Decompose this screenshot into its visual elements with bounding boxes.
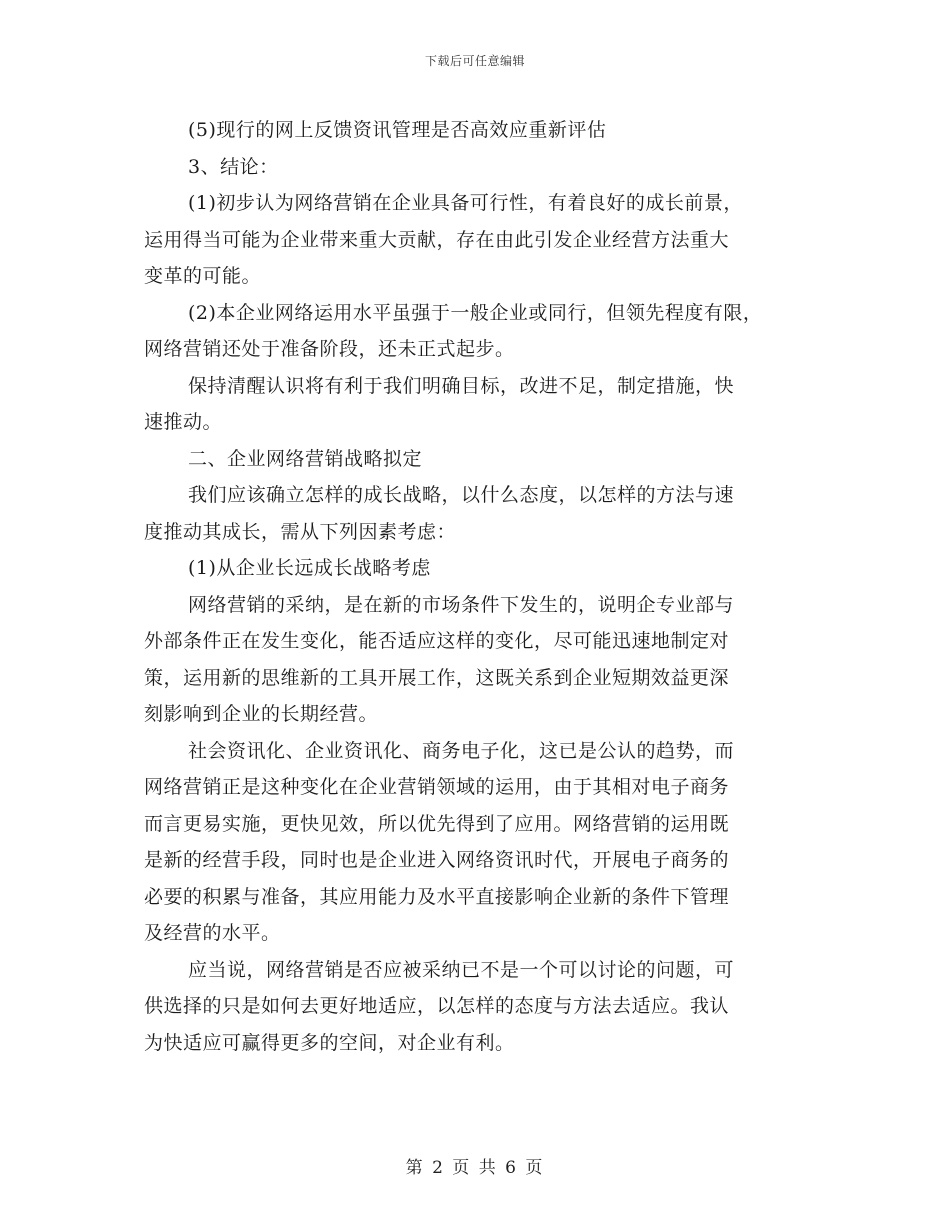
paragraph-line: 网络营销的采纳，是在新的市场条件下发生的，说明企专业部与: [188, 593, 735, 616]
page-header: 下载后可任意编辑: [424, 54, 525, 68]
paragraph-line: 而言更易实施，更快见效，所以优先得到了应用。网络营销的运用既: [144, 812, 730, 835]
paragraph-line: 我们应该确立怎样的成长战略，以什么态度，以怎样的方法与速: [188, 484, 735, 506]
paragraph-line: 必要的积累与准备，其应用能力及水平直接影响企业新的条件下管理: [144, 885, 730, 908]
paragraph-line: 运用得当可能为企业带来重大贡献，存在由此引发企业经营方法重大: [144, 228, 730, 251]
paragraph-line: 外部条件正在发生变化，能否适应这样的变化，尽可能迅速地制定对: [144, 630, 730, 652]
page-number-footer: 第 2 页 共 6 页: [405, 1158, 545, 1178]
subsection-heading: (1)从企业长远成长战略考虑: [188, 557, 431, 579]
paragraph-line: 供选择的只是如何去更好地适应，以怎样的态度与方法去适应。我认: [144, 995, 730, 1017]
paragraph-line: 保持清醒认识将有利于我们明确目标，改进不足，制定措施，快: [188, 374, 735, 397]
paragraph-line: 网络营销还处于准备阶段，还未正式起步。: [144, 338, 515, 360]
paragraph-line: 变革的可能。: [144, 265, 262, 287]
paragraph-line: 应当说，网络营销是否应被采纳已不是一个可以讨论的问题，可: [188, 958, 735, 981]
paragraph-line: (5)现行的网上反馈资讯管理是否高效应重新评估: [188, 119, 607, 141]
paragraph-line: (1)初步认为网络营销在企业具备可行性，有着良好的成长前景，: [188, 192, 743, 214]
paragraph-line: 刻影响到企业的长期经营。: [144, 703, 379, 725]
paragraph-line: 度推动其成长，需从下列因素考虑：: [144, 520, 457, 543]
paragraph-line: 为快适应可赢得更多的空间，对企业有利。: [144, 1031, 515, 1054]
paragraph-line: 社会资讯化、企业资讯化、商务电子化，这已是公认的趋势，而: [188, 739, 735, 762]
paragraph-line: (2)本企业网络运用水平虽强于一般企业或同行，但领先程度有限，: [188, 301, 763, 324]
paragraph-line: 策，运用新的思维新的工具开展工作，这既关系到企业短期效益更深: [144, 666, 730, 689]
section-heading: 二、企业网络营销战略拟定: [188, 447, 423, 470]
paragraph-line: 及经营的水平。: [144, 922, 281, 944]
document-body: [144, 112, 824, 1061]
section-heading: 3、结论：: [188, 155, 279, 178]
paragraph-line: 是新的经营手段，同时也是企业进入网络资讯时代，开展电子商务的: [144, 849, 730, 871]
paragraph-line: 速推动。: [144, 411, 223, 433]
paragraph-line: 网络营销正是这种变化在企业营销领域的运用，由于其相对电子商务: [144, 776, 730, 798]
